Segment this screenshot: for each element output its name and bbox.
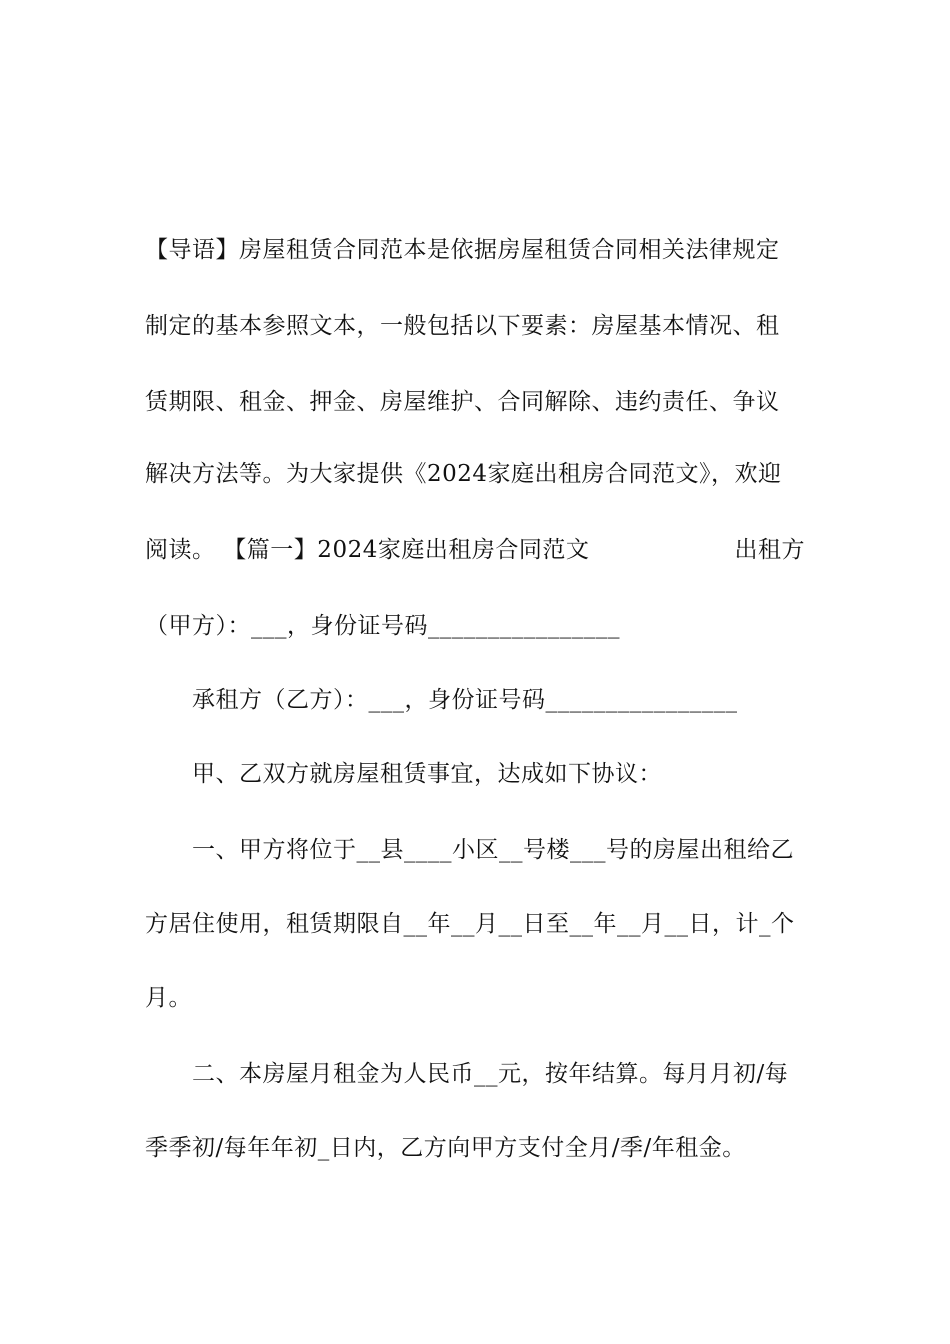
intro-line-1: 【导语】房屋租赁合同范本是依据房屋租赁合同相关法律规定 [145,237,780,263]
clause-1-line-2: 方居住使用，租赁期限自__年__月__日至__年__月__日，计_个 [145,911,795,937]
clause-2-line-1: 二、本房屋月租金为人民币__元，按年结算。每月月初/每 [192,1061,789,1087]
intro-line-3: 赁期限、租金、押金、房屋维护、合同解除、违约责任、争议 [145,389,780,415]
lessor-info-line: （甲方）：___，身份证号码________________ [145,613,620,639]
section-title-line [145,530,805,570]
intro-line-2: 制定的基本参照文本，一般包括以下要素：房屋基本情况、租 [145,313,780,339]
clause-2-line-2: 季季初/每年年初_日内，乙方向甲方支付全月/季/年租金。 [145,1135,746,1161]
intro-line-4: 解决方法等。为大家提供《2024家庭出租房合同范文》，欢迎 [145,461,782,487]
lessor-label: 出租方 [734,537,805,563]
clause-1-line-1: 一、甲方将位于__县____小区__号楼___号的房屋出租给乙 [192,837,794,863]
clause-1-line-3: 月。 [145,985,192,1011]
lessee-info-line: 承租方（乙方）：___，身份证号码________________ [192,687,738,713]
section-title: 阅读。 【篇一】2024家庭出租房合同范文 [145,537,590,563]
agreement-intro-line: 甲、乙双方就房屋租赁事宜，达成如下协议： [192,761,662,787]
